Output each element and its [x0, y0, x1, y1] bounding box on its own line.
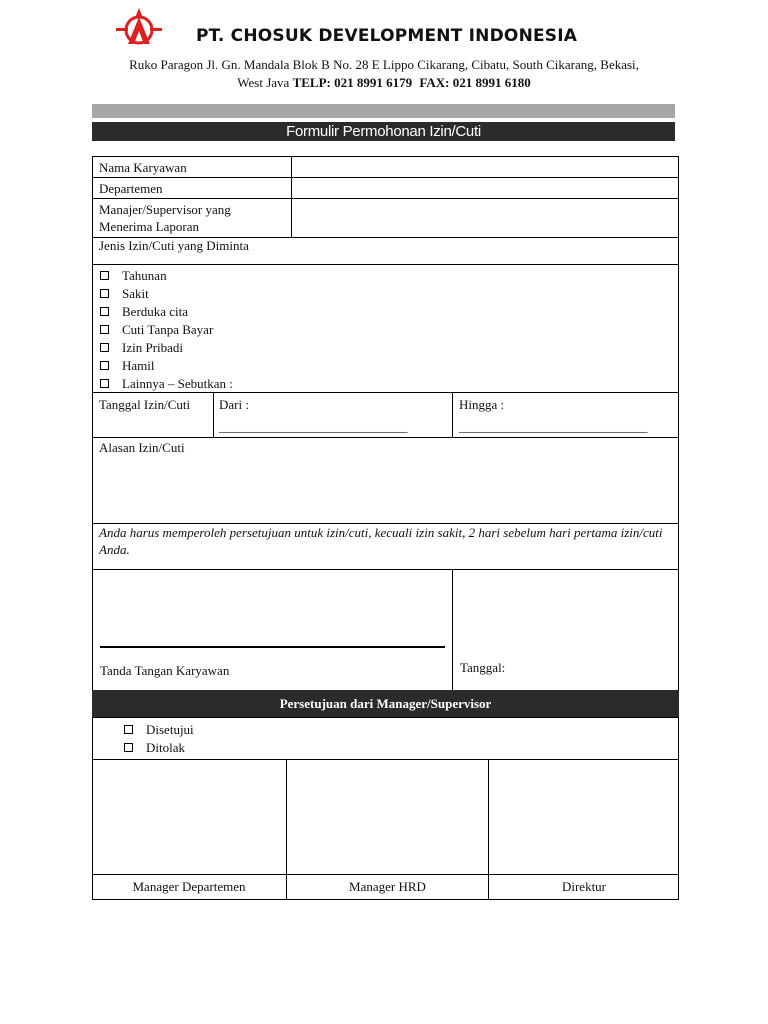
- from-date-field[interactable]: _____________________________: [219, 419, 408, 434]
- checkbox-icon[interactable]: [100, 325, 109, 334]
- fax-number: FAX: 021 8991 6180: [419, 75, 531, 90]
- signatory-dept-manager: Manager Departemen: [132, 879, 246, 894]
- department-field[interactable]: [294, 180, 674, 197]
- approval-section-title: Persetujuan dari Manager/Supervisor: [92, 690, 679, 717]
- approval-option-approved[interactable]: Disetujui: [124, 721, 194, 738]
- director-signature-area[interactable]: [490, 761, 678, 873]
- checkbox-icon[interactable]: [100, 361, 109, 370]
- company-name: PT. CHOSUK DEVELOPMENT INDONESIA: [196, 26, 578, 46]
- checkbox-icon[interactable]: [124, 725, 133, 734]
- to-date-field[interactable]: _____________________________: [459, 419, 648, 434]
- manager-label: [99, 201, 231, 235]
- signatory-director: Direktur: [561, 879, 607, 894]
- leave-option-unpaid[interactable]: Cuti Tanpa Bayar: [100, 321, 213, 338]
- address-region: West Java: [237, 75, 290, 90]
- leave-type-label: Jenis Izin/Cuti yang Diminta: [99, 238, 249, 253]
- header-divider-bar: [92, 104, 675, 118]
- address-line-2: [92, 74, 676, 92]
- leave-option-personal[interactable]: Izin Pribadi: [100, 339, 183, 356]
- to-label: Hingga :: [459, 397, 505, 412]
- company-address: [92, 56, 676, 92]
- signatory-hrd-manager: Manager HRD: [349, 879, 426, 894]
- phone-number: TELP: 021 8991 6179: [292, 75, 413, 90]
- from-label: Dari :: [219, 397, 249, 412]
- checkbox-icon[interactable]: [124, 743, 133, 752]
- manager-field[interactable]: [294, 201, 674, 235]
- approval-notice: Anda harus memperoleh persetujuan untuk izin/cuti, kecuali izin sakit, 2 hari sebelum hari pertama izin/cuti Anda.: [99, 525, 663, 557]
- chosuk-logo-icon: [114, 6, 164, 50]
- signature-date-label: Tanggal:: [460, 660, 506, 675]
- leave-date-label: Tanggal Izin/Cuti: [99, 397, 191, 412]
- manager-label-line1: Manajer/Supervisor yang: [99, 202, 231, 217]
- hrd-manager-signature-area[interactable]: [288, 761, 487, 873]
- leave-option-other[interactable]: Lainnya – Sebutkan :: [100, 375, 233, 392]
- signature-line: [100, 646, 445, 648]
- checkbox-icon[interactable]: [100, 271, 109, 280]
- checkbox-icon[interactable]: [100, 307, 109, 316]
- employee-signature-area[interactable]: [99, 572, 447, 642]
- leave-option-annual[interactable]: Tahunan: [100, 267, 167, 284]
- checkbox-icon[interactable]: [100, 379, 109, 388]
- employee-signature-label: Tanda Tangan Karyawan: [100, 663, 230, 678]
- leave-option-bereavement[interactable]: Berduka cita: [100, 303, 188, 320]
- checkbox-icon[interactable]: [100, 343, 109, 352]
- manager-label-line2: Menerima Laporan: [99, 219, 199, 234]
- reason-field[interactable]: [99, 458, 674, 520]
- leave-option-sick[interactable]: Sakit: [100, 285, 149, 302]
- employee-name-field[interactable]: [294, 159, 674, 176]
- form-title: Formulir Permohonan Izin/Cuti: [92, 122, 675, 141]
- leave-option-maternity[interactable]: Hamil: [100, 357, 155, 374]
- dept-manager-signature-area[interactable]: [93, 761, 285, 873]
- employee-name-label: Nama Karyawan: [99, 160, 187, 175]
- checkbox-icon[interactable]: [100, 289, 109, 298]
- reason-label: Alasan Izin/Cuti: [99, 440, 185, 455]
- address-line-1: Ruko Paragon Jl. Gn. Mandala Blok B No. 28 E Lippo Cikarang, Cibatu, South Cikarang, Bekasi,: [129, 57, 639, 72]
- approval-option-rejected[interactable]: Ditolak: [124, 739, 185, 756]
- department-label: Departemen: [99, 181, 163, 196]
